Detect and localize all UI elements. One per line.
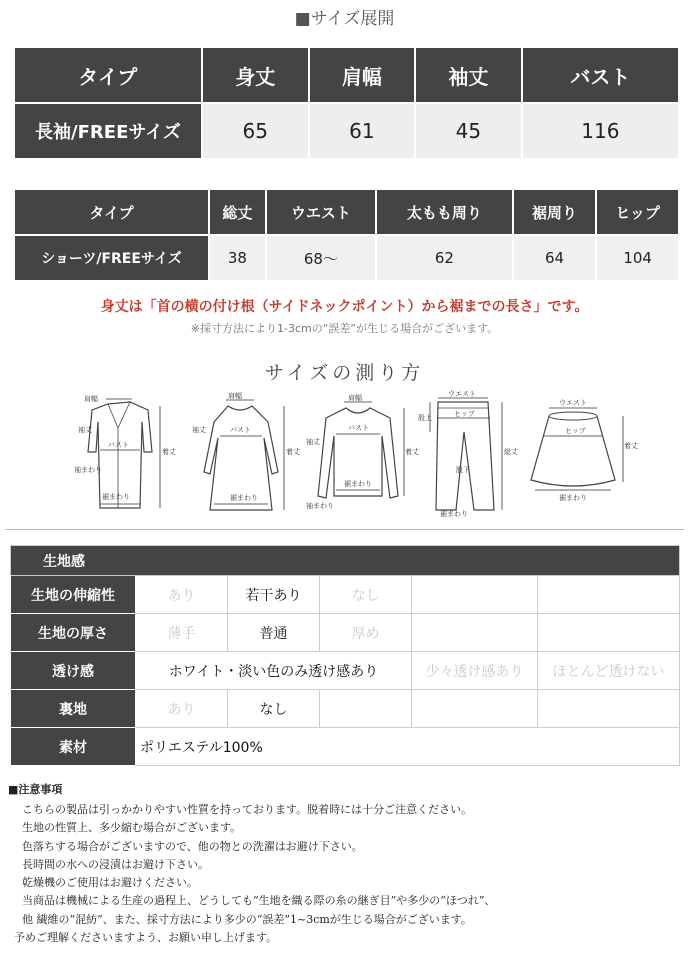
- value-hem: 64: [513, 235, 597, 281]
- header-length: 身丈: [202, 47, 309, 103]
- fabric-header-row: [11, 546, 680, 576]
- size-table-shorts: [13, 188, 680, 282]
- measurement-diagrams: [70, 390, 638, 522]
- value-thigh: 62: [376, 235, 513, 281]
- top-label-bust: バスト: [348, 424, 369, 432]
- section-title: ■サイズ展開: [294, 9, 395, 29]
- fabric-option-selected: なし: [228, 690, 320, 728]
- coat-diagram: [70, 392, 180, 517]
- table-row: [11, 576, 680, 614]
- table-header-row: [14, 189, 679, 235]
- pants-label-hem: 裾まわり: [440, 510, 468, 518]
- length-definition-notice: 身丈は「首の横の付け根（サイドネックポイント）から裾までの長さ」です。: [100, 299, 589, 315]
- fabric-option: [412, 576, 538, 614]
- coat-label-sleeve: 袖丈: [78, 426, 92, 434]
- fabric-material: ポリエステル100%: [136, 728, 680, 766]
- note-line: 生地の性質上、多少縮む場合がございます。: [22, 821, 242, 835]
- fabric-row-label: 生地の伸縮性: [11, 576, 136, 614]
- value-waist: 68～: [266, 235, 376, 281]
- table-row: [11, 652, 680, 690]
- fabric-option: [538, 576, 680, 614]
- fabric-row-label: 透け感: [11, 652, 136, 690]
- pants-label-waist: ウエスト: [448, 390, 476, 398]
- table-row: [11, 614, 680, 652]
- note-line: こちらの製品は引っかかりやすい性質を持っております。脱着時には十分ご注意ください。: [22, 803, 473, 816]
- top-label-length: 着丈: [405, 448, 419, 456]
- table-row: [14, 235, 679, 281]
- skirt-label-length: 着丈: [624, 442, 638, 450]
- fabric-option: 厚め: [320, 614, 412, 652]
- header-waist: ウエスト: [266, 189, 376, 235]
- header-total-length: 総丈: [209, 189, 266, 235]
- fabric-option: ほとんど透けない: [538, 652, 680, 690]
- fabric-option: [538, 690, 680, 728]
- note-line: 他 繊維の“混紡”、また、採寸方法により多少の“誤差”1~3cmが生じる場合がございます。: [22, 912, 472, 926]
- note-line: 乾燥機のご使用はお避けください。: [22, 876, 198, 890]
- dress-diagram: [188, 392, 298, 517]
- value-shoulder: 61: [309, 103, 416, 159]
- care-notes: [8, 781, 683, 947]
- fabric-option: なし: [320, 576, 412, 614]
- row-type: ショーツ/FREEサイズ: [14, 235, 209, 281]
- note-line: 長時間の水への浸漬はお避け下さい。: [22, 857, 209, 871]
- fabric-row-label: 裏地: [11, 690, 136, 728]
- skirt-label-waist: ウエスト: [559, 399, 587, 407]
- fabric-option: [538, 614, 680, 652]
- fabric-option-selected: ホワイト・淡い色のみ透け感あり: [136, 652, 412, 690]
- value-bust: 116: [522, 103, 679, 159]
- pants-diagram: [418, 392, 518, 517]
- header-shoulder: 肩幅: [309, 47, 416, 103]
- fabric-option: 薄手: [136, 614, 228, 652]
- note-line: 当商品は機械による生産の過程上、どうしても“生地を織る際の糸の継ぎ目”や多少の“ほつれ”、: [22, 894, 496, 908]
- coat-label-sleeve-opening: 袖まわり: [74, 466, 102, 474]
- value-sleeve: 45: [415, 103, 522, 159]
- fabric-option: あり: [136, 690, 228, 728]
- fabric-row-label: 素材: [11, 728, 136, 766]
- header-bust: バスト: [522, 47, 679, 103]
- dress-label-sleeve: 袖丈: [192, 426, 206, 434]
- divider: [5, 529, 684, 530]
- dress-label-bust: バスト: [230, 426, 251, 434]
- fabric-table: [10, 545, 680, 766]
- top-diagram: [304, 392, 419, 517]
- top-label-sleeve-opening: 袖まわり: [306, 502, 334, 510]
- fabric-option: あり: [136, 576, 228, 614]
- table-row: [14, 103, 679, 159]
- pants-label-hip: ヒップ: [454, 410, 475, 418]
- coat-label-bust: バスト: [108, 441, 129, 449]
- fabric-option-selected: 若干あり: [228, 576, 320, 614]
- header-sleeve: 袖丈: [415, 47, 522, 103]
- dress-label-length: 着丈: [286, 448, 300, 456]
- fabric-option-selected: 普通: [228, 614, 320, 652]
- coat-label-hem: 裾まわり: [102, 493, 130, 501]
- skirt-label-hip: ヒップ: [565, 427, 586, 435]
- table-row: [11, 690, 680, 728]
- fabric-option: [412, 690, 538, 728]
- top-label-hem: 裾まわり: [344, 480, 372, 488]
- note-line: 色落ちする場合がございますので、他の物との洗濯はお避け下さい。: [22, 839, 363, 853]
- pants-label-total: 総丈: [504, 448, 518, 456]
- value-hip: 104: [596, 235, 679, 281]
- pants-label-rise: 股上: [418, 414, 432, 422]
- row-type: 長袖/FREEサイズ: [14, 103, 202, 159]
- table-header-row: [14, 47, 679, 103]
- value-length: 65: [202, 103, 309, 159]
- fabric-title: 生地感: [11, 546, 680, 576]
- dress-label-shoulder: 肩幅: [228, 392, 242, 400]
- top-label-shoulder: 肩幅: [348, 394, 362, 402]
- table-row: [11, 728, 680, 766]
- coat-label-length: 着丈: [162, 448, 176, 456]
- header-thigh: 太もも周り: [376, 189, 513, 235]
- header-hip: ヒップ: [596, 189, 679, 235]
- top-label-sleeve: 袖丈: [306, 438, 320, 446]
- size-table-long-sleeve: [13, 46, 680, 160]
- header-type: タイプ: [14, 189, 209, 235]
- measurement-error-notice: ※採寸方法により1-3cmの“誤差”が生じる場合がございます。: [190, 322, 499, 335]
- fabric-option: [320, 690, 412, 728]
- note-closing: 予めご理解くださいますよう、お願い申し上げます。: [14, 931, 278, 945]
- how-to-measure-title: サイズの測り方: [264, 362, 425, 384]
- coat-label-shoulder: 肩幅: [84, 395, 98, 403]
- pants-label-inseam: 股下: [456, 466, 470, 474]
- fabric-option: 少々透け感あり: [412, 652, 538, 690]
- header-hem: 裾周り: [513, 189, 597, 235]
- notes-heading: ■注意事項: [8, 783, 63, 796]
- value-total-length: 38: [209, 235, 266, 281]
- header-type: タイプ: [14, 47, 202, 103]
- skirt-label-hem: 裾まわり: [559, 494, 587, 502]
- dress-label-hem: 裾まわり: [230, 494, 258, 502]
- fabric-option: [412, 614, 538, 652]
- skirt-diagram: [525, 392, 638, 517]
- fabric-row-label: 生地の厚さ: [11, 614, 136, 652]
